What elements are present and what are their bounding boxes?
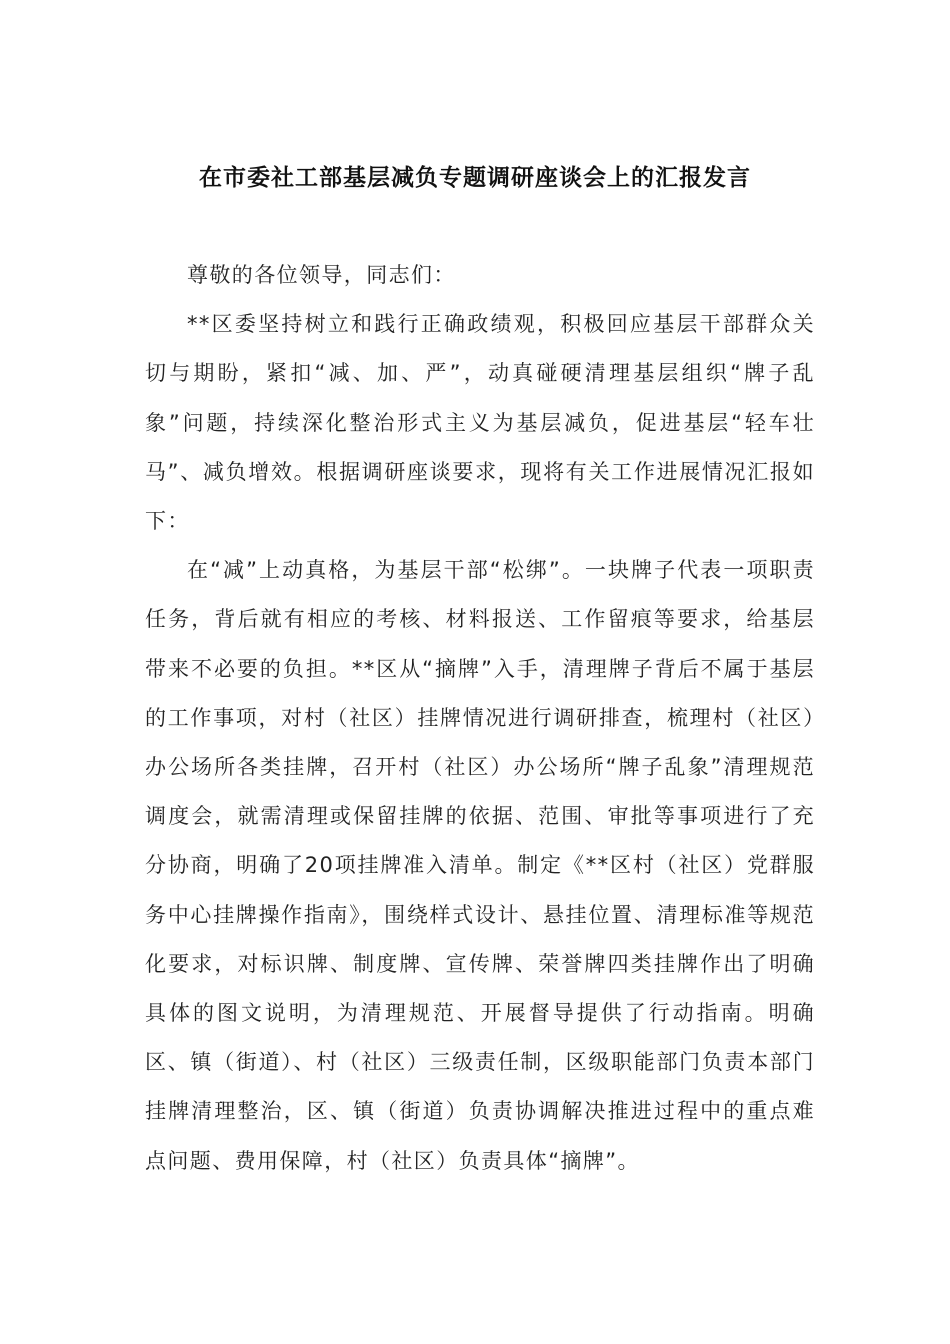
document-body — [145, 251, 815, 1186]
document-title: 在市委社工部基层减负专题调研座谈会上的汇报发言 — [199, 164, 751, 191]
salutation-paragraph: 尊敬的各位领导，同志们： — [187, 263, 456, 287]
section-reduce-paragraph: 在“减”上动真格，为基层干部“松绑”。一块牌子代表一项职责任务，背后就有相应的考核、材料报送、工作留痕等要求，给基层带来不必要的负担。**区从“摘牌”入手，清理牌子背后不属于基层的工作事项，对村（社区）挂牌情况进行调研排查，梳理村（社区）办公场所各类挂牌，召开村（社区）办公场所“牌子乱象”清理规范调度会，就需清理或保留挂牌的依据、范围、审批等事项进行了充分协商，明确了20项挂牌准入清单。制定《**区村（社区）党群服务中心挂牌操作指南》，围绕样式设计、悬挂位置、清理标准等规范化要求，对标识牌、制度牌、宣传牌、荣誉牌四类挂牌作出了明确具体的图文说明，为清理规范、开展督导提供了行动指南。明确区、镇（街道）、村（社区）三级责任制，区级职能部门负责本部门挂牌清理整治，区、镇（街道）负责协调解决推进过程中的重点难点问题、费用保障，村（社区）负责具体“摘牌”。 — [145, 558, 815, 1173]
intro-paragraph: **区委坚持树立和践行正确政绩观，积极回应基层干部群众关切与期盼，紧扣“减、加、严”，动真碰硬清理基层组织“牌子乱象”问题，持续深化整治形式主义为基层减负，促进基层“轻车壮马”、减负增效。根据调研座谈要求，现将有关工作进展情况汇报如下： — [145, 312, 815, 534]
